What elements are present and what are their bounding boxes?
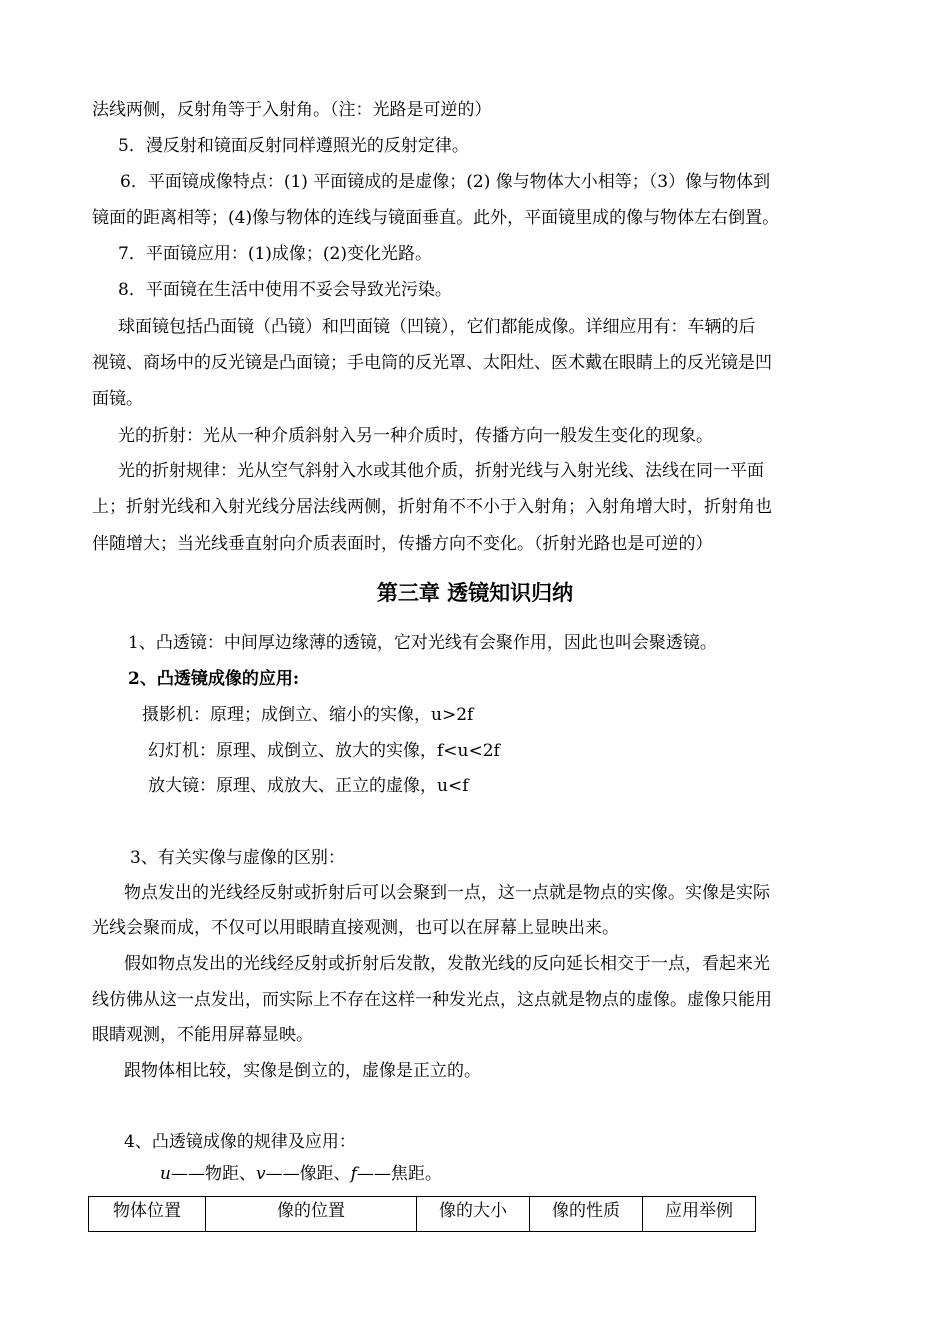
table-header-cell: 物体位置 xyxy=(89,1197,206,1232)
table-header-cell: 像的位置 xyxy=(206,1197,417,1232)
paragraph-spherical-line2: 视镜、商场中的反光镜是凸面镜；手电筒的反光罩、太阳灶、医术戴在眼睛上的反光镜是凹 xyxy=(92,353,772,373)
chapter-title: 第三章 透镜知识归纳 xyxy=(376,580,574,605)
paragraph-refraction-law-line3: 伴随增大；当光线垂直射向介质表面时，传播方向不变化。（折射光路也是可逆的） xyxy=(92,534,713,554)
paragraph-item-8: 8．平面镜在生活中使用不妥会导致光污染。 xyxy=(118,280,452,300)
symbol-u-text: ——物距、 xyxy=(170,1164,256,1184)
paragraph-item-7: 7．平面镜应用：(1)成像；(2)变化光路。 xyxy=(118,244,432,264)
paragraph-line: 法线两侧，反射角等于入射角。（注：光路是可逆的） xyxy=(92,100,492,120)
paragraph-item-6-line2: 镜面的距离相等；(4)像与物体的连线与镜面垂直。此外，平面镜里成的像与物体左右倒置。 xyxy=(92,208,780,228)
paragraph-spherical-line1: 球面镜包括凸面镜（凸镜）和凹面镜（凹镜），它们都能成像。详细应用有：车辆的后 xyxy=(118,317,756,337)
paragraph-item-6-line1 xyxy=(120,171,857,193)
section-2-heading: 2、凸透镜成像的应用: xyxy=(128,669,300,689)
section-3-heading: 3、有关实像与虚像的区别： xyxy=(130,848,345,868)
table-header-cell: 像的性质 xyxy=(530,1197,643,1232)
application-camera: 摄影机：原理；成倒立、缩小的实像，u>2f xyxy=(142,705,474,725)
section-4-heading: 4、凸透镜成像的规律及应用： xyxy=(124,1132,356,1152)
application-magnifier: 放大镜：原理、成放大、正立的虚像，u<f xyxy=(148,776,469,796)
real-image-line2: 光线会聚而成，不仅可以用眼睛直接观测，也可以在屏幕上显映出来。 xyxy=(92,918,619,938)
paragraph-spherical-line3: 面镜。 xyxy=(92,389,143,409)
virtual-image-line3: 眼睛观测，不能用屏幕显映。 xyxy=(92,1025,313,1045)
symbol-u: u xyxy=(160,1164,171,1184)
application-projector: 幻灯机：原理、成倒立、放大的实像，f<u<2f xyxy=(148,741,500,761)
table-header-cell: 像的大小 xyxy=(417,1197,530,1232)
lens-imaging-table xyxy=(88,1196,756,1232)
symbol-f: f xyxy=(350,1164,357,1184)
symbol-legend xyxy=(160,1163,442,1185)
table-header-row xyxy=(89,1197,756,1232)
paragraph-refraction-law-line2: 上；折射光线和入射光线分居法线两侧，折射角不不小于入射角；入射角增大时，折射角也 xyxy=(92,497,772,517)
paragraph-item-5: 5．漫反射和镜面反射同样遵照光的反射定律。 xyxy=(118,136,469,156)
text-line: 6．平面镜成像特点：(1) 平面镜成的是虚像；(2) 像与物体大小相等；（3）像与物体到 xyxy=(120,172,771,192)
virtual-image-line1: 假如物点发出的光线经反射或折射后发散，发散光线的反向延长相交于一点，看起来光 xyxy=(124,954,770,974)
table-header-cell: 应用举例 xyxy=(643,1197,756,1232)
symbol-v: v xyxy=(255,1164,266,1184)
paragraph-refraction-law-line1: 光的折射规律：光从空气斜射入水或其他介质，折射光线与入射光线、法线在同一平面 xyxy=(118,461,764,481)
comparison-line: 跟物体相比较，实像是倒立的，虚像是正立的。 xyxy=(124,1061,481,1081)
virtual-image-line2: 线仿佛从这一点发出，而实际上不存在这样一种发光点，这点就是物点的虚像。虚像只能用 xyxy=(92,990,772,1010)
paragraph-refraction: 光的折射：光从一种介质斜射入另一种介质时，传播方向一般发生变化的现象。 xyxy=(118,426,713,446)
symbol-v-text: ——像距、 xyxy=(265,1164,351,1184)
section-1: 1、凸透镜：中间厚边缘薄的透镜，它对光线有会聚作用，因此也叫会聚透镜。 xyxy=(128,633,717,653)
real-image-line1: 物点发出的光线经反射或折射后可以会聚到一点，这一点就是物点的实像。实像是实际 xyxy=(124,883,770,903)
symbol-f-text: ——焦距。 xyxy=(356,1164,442,1184)
